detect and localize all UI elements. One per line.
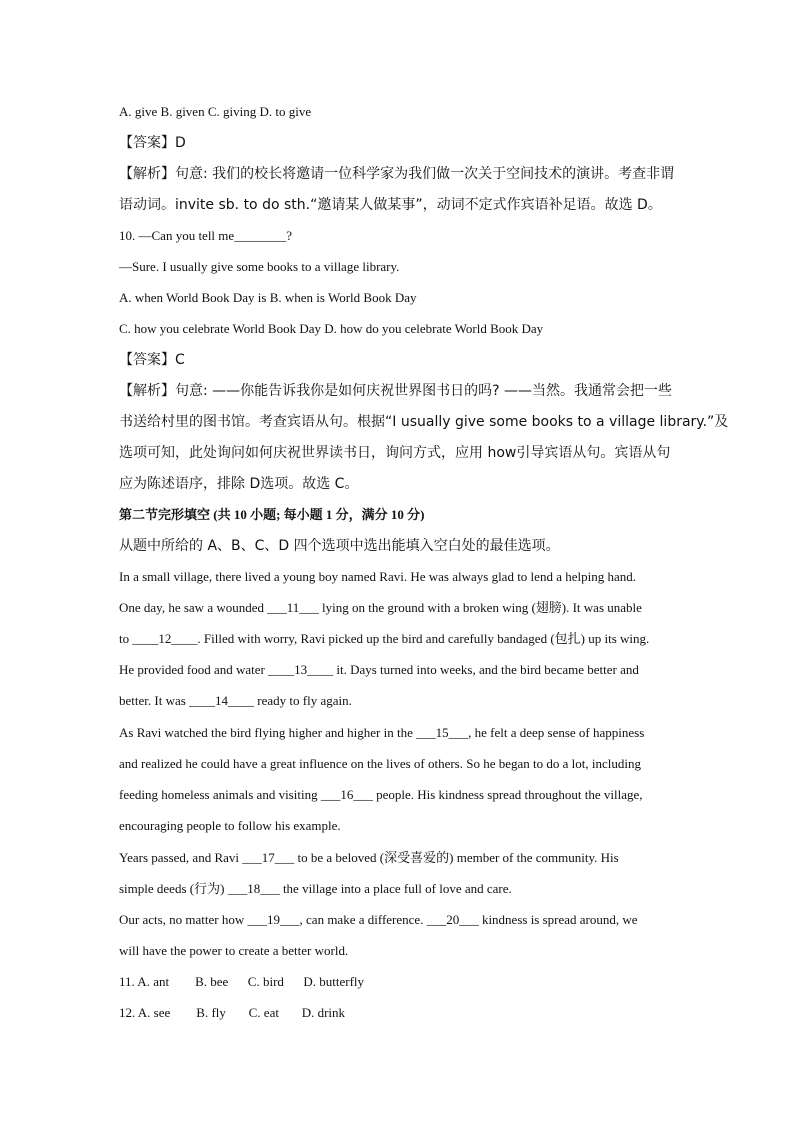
passage-line-4: [119, 661, 639, 679]
q10-answer: 【答案】C: [119, 352, 185, 368]
passage-text: kindness is spread around, we: [478, 912, 638, 927]
passage-text: Our acts, no matter how: [119, 912, 248, 927]
passage-line-10: [119, 849, 619, 867]
passage-line-3: [119, 630, 649, 648]
blank-11: ___11___: [267, 600, 319, 615]
section-instruction: 从题中所给的 A、B、C、D 四个选项中选出能填入空白处的最佳选项。: [119, 538, 560, 554]
blank-20: ___20___: [426, 912, 479, 927]
blank-13: ____13____: [268, 662, 334, 677]
passage-text: Years passed, and Ravi: [119, 850, 243, 865]
passage-line-8: [119, 786, 643, 804]
q10-blank: ________: [234, 228, 287, 243]
blank-19: ___19___: [247, 912, 300, 927]
q10-analysis-line1: 【解析】句意: ——你能告诉我你是如何庆祝世界图书日的吗? ——当然。我通常会把一些: [119, 383, 673, 399]
passage-line-13: will have the power to create a better world.: [119, 943, 349, 958]
options-q11: 11. A. ant B. bee C. bird D. butterfly: [119, 974, 365, 989]
q10-options-ab: A. when World Book Day is B. when is World Book Day: [119, 290, 417, 305]
passage-line-12: [119, 911, 638, 929]
passage-text: it. Days turned into weeks, and the bird became better and: [333, 662, 639, 677]
passage-text: He provided food and water: [119, 662, 269, 677]
q10-analysis-line4: 应为陈述语序，排除 D选项。故选 C。: [119, 476, 359, 492]
passage-line-11: [119, 880, 512, 898]
blank-17: ___17___: [242, 850, 295, 865]
q10-options-cd: C. how you celebrate World Book Day D. how do you celebrate World Book Day: [119, 321, 544, 336]
passage-text: As Ravi watched the bird flying higher and higher in the: [119, 725, 417, 740]
blank-12: ____12____: [132, 631, 198, 646]
passage-line-5: [119, 692, 352, 710]
q10-response: —Sure. I usually give some books to a village library.: [119, 259, 400, 274]
passage-line-6: [119, 724, 644, 742]
passage-line-9: encouraging people to follow his example.: [119, 818, 341, 833]
q9-analysis-line1: 【解析】句意: 我们的校长将邀请一位科学家为我们做一次关于空间技术的演讲。考查非谓: [119, 166, 675, 182]
q10-analysis-line3: 选项可知，此处询问如何庆祝世界读书日，询问方式，应用 how引导宾语从句。宾语从句: [119, 445, 671, 461]
passage-text: feeding homeless animals and visiting: [119, 787, 321, 802]
q9-answer: 【答案】D: [119, 135, 186, 151]
q9-analysis-line2: 语动词。invite sb. to do sth.“邀请某人做某事”，动词不定式作宾语补足语。故选 D。: [119, 197, 662, 213]
section-title: 第二节完形填空 (共 10 小题; 每小题 1 分，满分 10 分): [119, 507, 425, 522]
passage-text: simple deeds (行为): [119, 881, 228, 896]
passage-text: the village into a place full of love and care.: [279, 881, 512, 896]
passage-text: , can make a difference.: [299, 912, 427, 927]
q9-options: A. give B. given C. giving D. to give: [119, 104, 312, 119]
passage-line-7: and realized he could have a great influence on the lives of others. So he began to do a lot, including: [119, 756, 641, 771]
q10-stem-prefix: 10. —Can you tell me: [119, 228, 235, 243]
q10-analysis-line2: 书送给村里的图书馆。考查宾语从句。根据“I usually give some books to a village library.”及: [119, 414, 729, 430]
passage-text: ready to fly again.: [254, 693, 352, 708]
passage-line-1: In a small village, there lived a young boy named Ravi. He was always glad to lend a helping hand.: [119, 569, 636, 584]
options-q12: 12. A. see B. fly C. eat D. drink: [119, 1005, 346, 1020]
passage-text: , he felt a deep sense of happiness: [468, 725, 645, 740]
passage-line-2: [119, 599, 642, 617]
q10-stem: [119, 227, 292, 245]
q10-stem-suffix: ?: [286, 228, 292, 243]
passage-text: lying on the ground with a broken wing (翅膀). It was unable: [318, 600, 642, 615]
passage-text: people. His kindness spread throughout the village,: [372, 787, 643, 802]
passage-text: better. It was: [119, 693, 190, 708]
passage-text: . Filled with worry, Ravi picked up the bird and carefully bandaged (包扎) up its wing.: [197, 631, 650, 646]
blank-15: ___15___: [416, 725, 469, 740]
blank-18: ___18___: [227, 881, 280, 896]
blank-14: ____14____: [189, 693, 255, 708]
blank-16: ___16___: [320, 787, 373, 802]
passage-text: One day, he saw a wounded: [119, 600, 268, 615]
passage-text: to: [119, 631, 133, 646]
passage-text: to be a beloved (深受喜爱的) member of the community. His: [294, 850, 619, 865]
